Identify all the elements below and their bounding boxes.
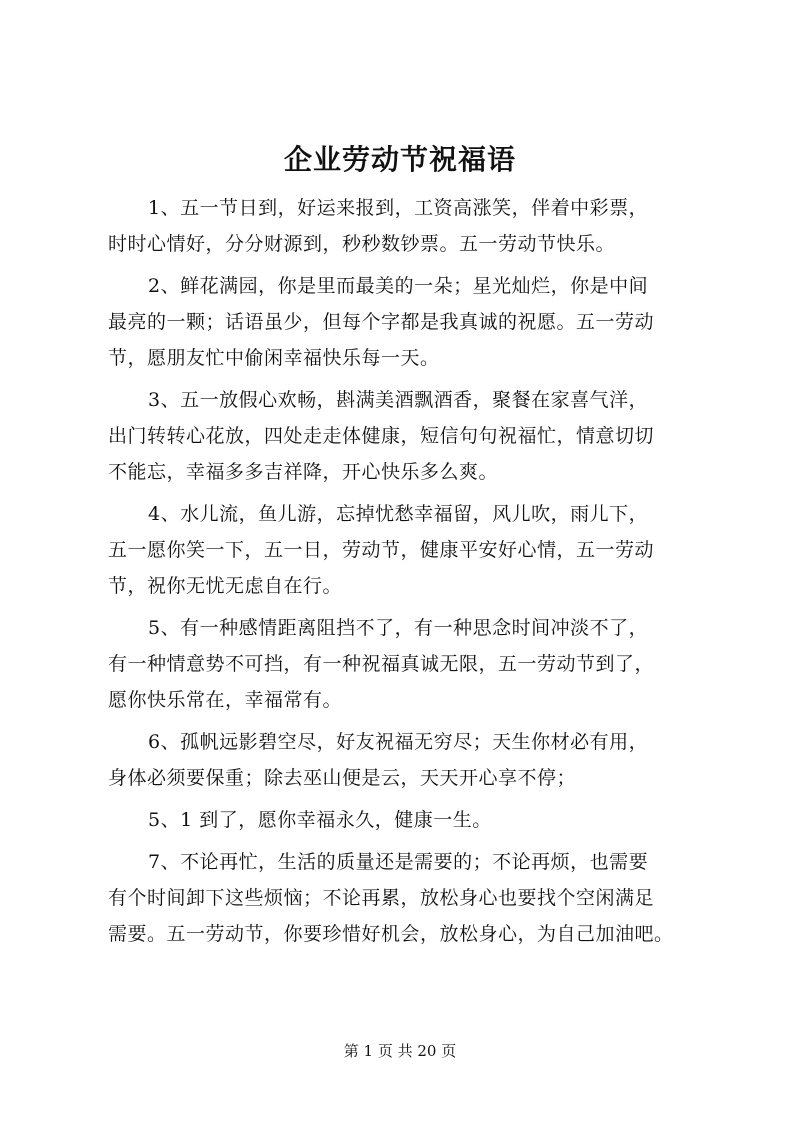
paragraph-line: 愿你快乐常在，幸福常有。 bbox=[108, 689, 343, 711]
paragraph-line: 出门转转心花放，四处走走体健康，短信句句祝福忙，情意切切 bbox=[108, 425, 655, 447]
paragraph-line: 7、不论再忙，生活的质量还是需要的；不论再烦，也需要 bbox=[148, 851, 649, 873]
paragraph-2 bbox=[108, 268, 700, 376]
paragraph-1 bbox=[108, 190, 700, 262]
paragraph-line: 身体必须要保重；除去巫山便是云，天天开心享不停； bbox=[108, 767, 577, 789]
paragraph-line: 五一愿你笑一下，五一日，劳动节，健康平安好心情，五一劳动 bbox=[108, 539, 655, 561]
paragraph-line: 需要。五一劳动节，你要珍惜好机会，放松身心，为自己加油吧。 bbox=[108, 923, 674, 945]
paragraph-3 bbox=[108, 382, 700, 490]
document-body bbox=[108, 190, 700, 958]
paragraph-line: 1、五一节日到，好运来报到，工资高涨笑，伴着中彩票， bbox=[148, 197, 649, 219]
paragraph-7 bbox=[108, 802, 700, 838]
paragraph-line: 6、孤帆远影碧空尽，好友祝福无穷尽；天生你材必有用， bbox=[148, 731, 649, 753]
paragraph-line: 时时心情好，分分财源到，秒秒数钞票。五一劳动节快乐。 bbox=[108, 233, 616, 255]
paragraph-line: 不能忘，幸福多多吉祥降，开心快乐多么爽。 bbox=[108, 461, 499, 483]
page-footer: 第 1 页 共 20 页 bbox=[343, 1042, 457, 1060]
paragraph-5 bbox=[108, 610, 700, 718]
page-title: 企业劳动节祝福语 bbox=[283, 143, 516, 176]
paragraph-line: 节，愿朋友忙中偷闲幸福快乐每一天。 bbox=[108, 347, 440, 369]
paragraph-line: 节，祝你无忧无虑自在行。 bbox=[108, 575, 343, 597]
paragraph-line: 最亮的一颗；话语虽少，但每个字都是我真诚的祝愿。五一劳动 bbox=[108, 311, 655, 333]
paragraph-line: 4、水儿流，鱼儿游，忘掉忧愁幸福留，风儿吹，雨儿下， bbox=[148, 503, 649, 525]
paragraph-line: 有一种情意势不可挡，有一种祝福真诚无限，五一劳动节到了， bbox=[108, 653, 655, 675]
paragraph-line: 有个时间卸下这些烦恼；不论再累，放松身心也要找个空闲满足 bbox=[108, 887, 655, 909]
paragraph-line: 5、有一种感情距离阻挡不了，有一种思念时间冲淡不了， bbox=[148, 617, 649, 639]
paragraph-line: 2、鲜花满园，你是里而最美的一朵；星光灿烂，你是中间 bbox=[148, 275, 649, 297]
paragraph-4 bbox=[108, 496, 700, 604]
paragraph-6 bbox=[108, 724, 700, 796]
paragraph-line: 3、五一放假心欢畅，斟满美酒飘酒香，聚餐在家喜气洋， bbox=[148, 389, 649, 411]
paragraph-line: 5、1 到了，愿你幸福永久，健康一生。 bbox=[148, 809, 492, 831]
paragraph-8 bbox=[108, 844, 700, 952]
